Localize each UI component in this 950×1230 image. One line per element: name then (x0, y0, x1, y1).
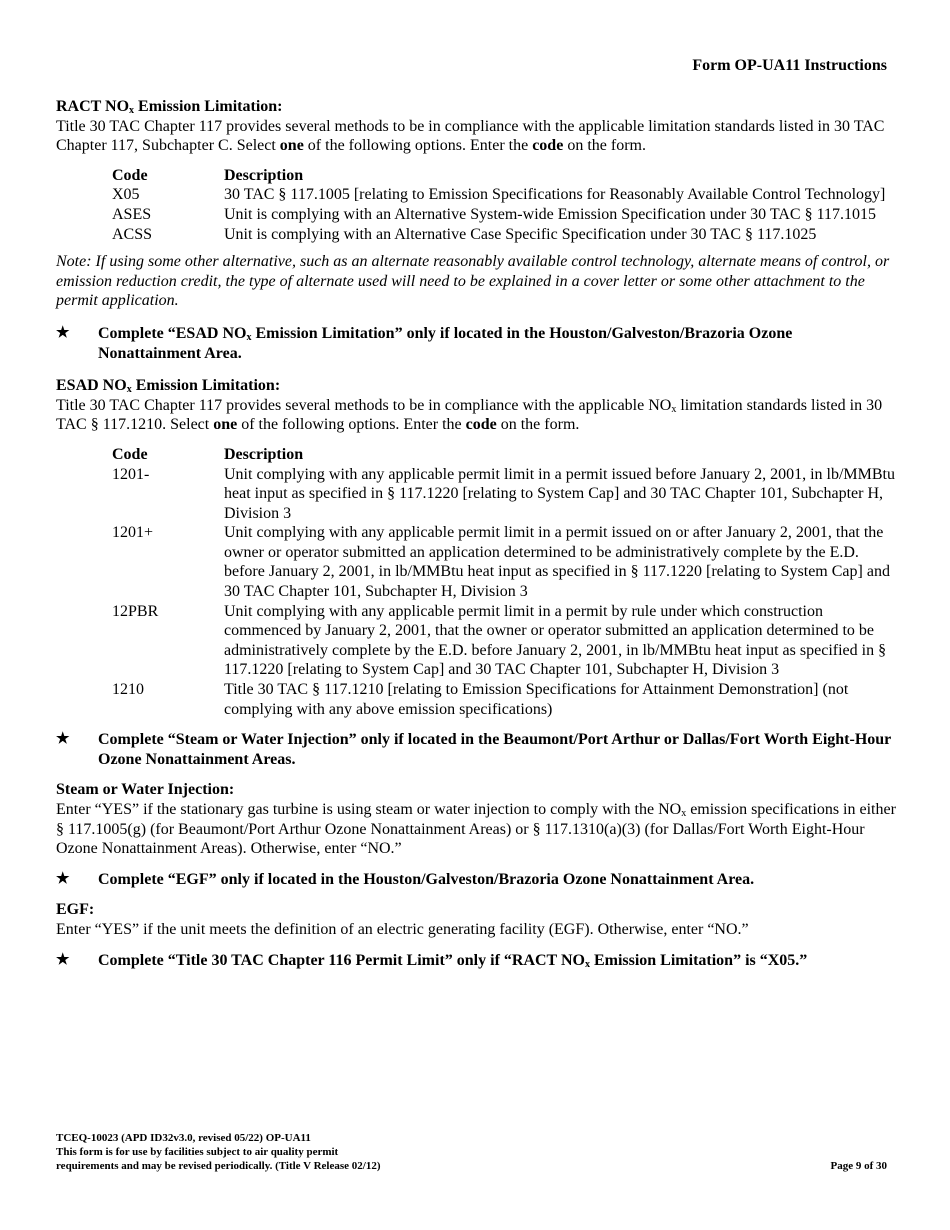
table-row (112, 225, 896, 245)
table-header-row (112, 166, 896, 186)
instruction-text: Complete “Steam or Water Injection” only if located in the Beaumont/Port Arthur or Dallas/Fort Worth Eight-Hour Ozone Nonattainment Areas. (98, 731, 891, 768)
star-icon: ★ (56, 324, 70, 341)
description-column-header: Description (224, 445, 304, 463)
document-body (56, 97, 896, 970)
egf-heading: EGF: (56, 901, 95, 919)
steam-heading: Steam or Water Injection: (56, 781, 235, 799)
code-column-header: Code (112, 445, 148, 463)
code-cell: 1201- (112, 465, 150, 483)
description-column-header: Description (224, 166, 304, 184)
table-header-row (112, 445, 896, 465)
egf-text: Enter “YES” if the unit meets the definition of an electric generating facility (EGF). Otherwise, enter “NO.” (56, 920, 749, 938)
code-cell: 12PBR (112, 602, 159, 620)
form-title: Form OP-UA11 Instructions (692, 57, 887, 74)
esad-heading: ESAD $NO_x$ Emission Limitation: (56, 377, 281, 396)
instruction-egf (56, 870, 896, 890)
footer-line: requirements and may be revised periodically. (Title V Release 02/12) (56, 1160, 381, 1172)
description-cell: 30 TAC § 117.1005 [relating to Emission Specifications for Reasonably Available Control Technology] (224, 186, 886, 204)
table-row (112, 523, 896, 601)
description-cell: Unit complying with any applicable permit limit in a permit by rule under which construction commenced by January 2, 2001, that the owner or operator submitted an application determined to be administratively complete by the E.D. before January 2, 2001, in lb/MMBtu heat input as specified in § 117.1220 [relating to System Cap] and 30 TAC Chapter 101, Subchapter H, Division 3 (224, 602, 887, 679)
ract-note: Note: If using some other alternative, such as an alternate reasonably available control technology, alternate means of control, or emission reduction credit, the type of alternate used will need to be explained in a cover letter or some other attachment to the permit application. (56, 253, 890, 310)
table-row (112, 205, 896, 225)
table-row (112, 465, 896, 524)
code-cell: 1210 (112, 681, 144, 699)
code-cell: X05 (112, 186, 140, 204)
code-column-header: Code (112, 166, 148, 184)
table-row (112, 680, 896, 719)
description-cell: Unit complying with any applicable permit limit in a permit issued before January 2, 2001, in lb/MMBtu heat input as specified in § 117.1220 [relating to System Cap] and 30 TAC Chapter 101, Subchapter H, Division 3 (224, 465, 895, 522)
ract-heading: RACT $NO_x$ Emission Limitation: (56, 98, 283, 116)
code-cell: ACSS (112, 225, 153, 243)
code-cell: 1201+ (112, 524, 154, 542)
ract-intro: Title 30 TAC Chapter 117 provides several methods to be in compliance with the applicable limitation standards listed in 30 TAC Chapter 117, Subchapter C. Select one of the following options. Enter the code on the form. (56, 117, 885, 155)
star-icon: ★ (56, 731, 70, 748)
footer-form-info (56, 1131, 476, 1173)
table-row (112, 185, 896, 205)
description-cell: Title 30 TAC § 117.1210 [relating to Emission Specifications for Attainment Demonstration] (not complying with any above emission specifications) (224, 681, 849, 718)
page-number: Page 9 of 30 (830, 1160, 887, 1172)
footer-line: This form is for use by facilities subject to air quality permit (56, 1146, 339, 1158)
footer-line: TCEQ-10023 (APD ID32v3.0, revised 05/22) OP-UA11 (56, 1132, 311, 1144)
instruction-text: Complete “Title 30 TAC Chapter 116 Permit Limit” only if “RACT $NO_x$ Emission Limitation” is “X05.” (98, 951, 808, 970)
instruction-esad (56, 324, 896, 363)
code-cell: ASES (112, 205, 152, 223)
description-cell: Unit complying with any applicable permit limit in a permit issued on or after January 2, 2001, that the owner or operator submitted an application determined to be administratively complete by the E.D. before January 2, 2001, in lb/MMBtu heat input as specified in § 117.1220 [relating to System Cap] and 30 TAC Chapter 101, Subchapter H, Division 3 (224, 524, 890, 601)
table-row (112, 602, 896, 680)
esad-code-table (112, 445, 896, 719)
description-cell: Unit is complying with an Alternative Case Specific Specification under 30 TAC § 117.1025 (224, 225, 817, 243)
instruction-text: Complete “ESAD $NO_x$ Emission Limitation” only if located in the Houston/Galveston/Brazoria Ozone Nonattainment Area. (98, 324, 793, 362)
instruction-text: Complete “EGF” only if located in the Houston/Galveston/Brazoria Ozone Nonattainment Area. (98, 870, 755, 888)
instruction-permit-limit (56, 951, 896, 971)
ract-code-table (112, 166, 896, 244)
esad-intro: Title 30 TAC Chapter 117 provides several methods to be in compliance with the applicable $NO_x$ limitation standards listed in 30 TAC § 117.1210. Select one of the following options. Enter the code on the form. (56, 396, 883, 434)
star-icon: ★ (56, 951, 70, 968)
steam-text: Enter “YES” if the stationary gas turbine is using steam or water injection to comply with the $NO_x$ emission specifications in either § 117.1005(g) (for Beaumont/Port Arthur Ozone Nonattainment Areas) or § 117.1310(a)(3) (for Dallas/Fort Worth Eight-Hour Ozone Nonattainment Areas). Otherwise, enter “NO.” (56, 801, 896, 858)
star-icon: ★ (56, 870, 70, 887)
instruction-steam (56, 730, 896, 769)
description-cell: Unit is complying with an Alternative System-wide Emission Specification under 30 TAC § 117.1015 (224, 205, 876, 223)
